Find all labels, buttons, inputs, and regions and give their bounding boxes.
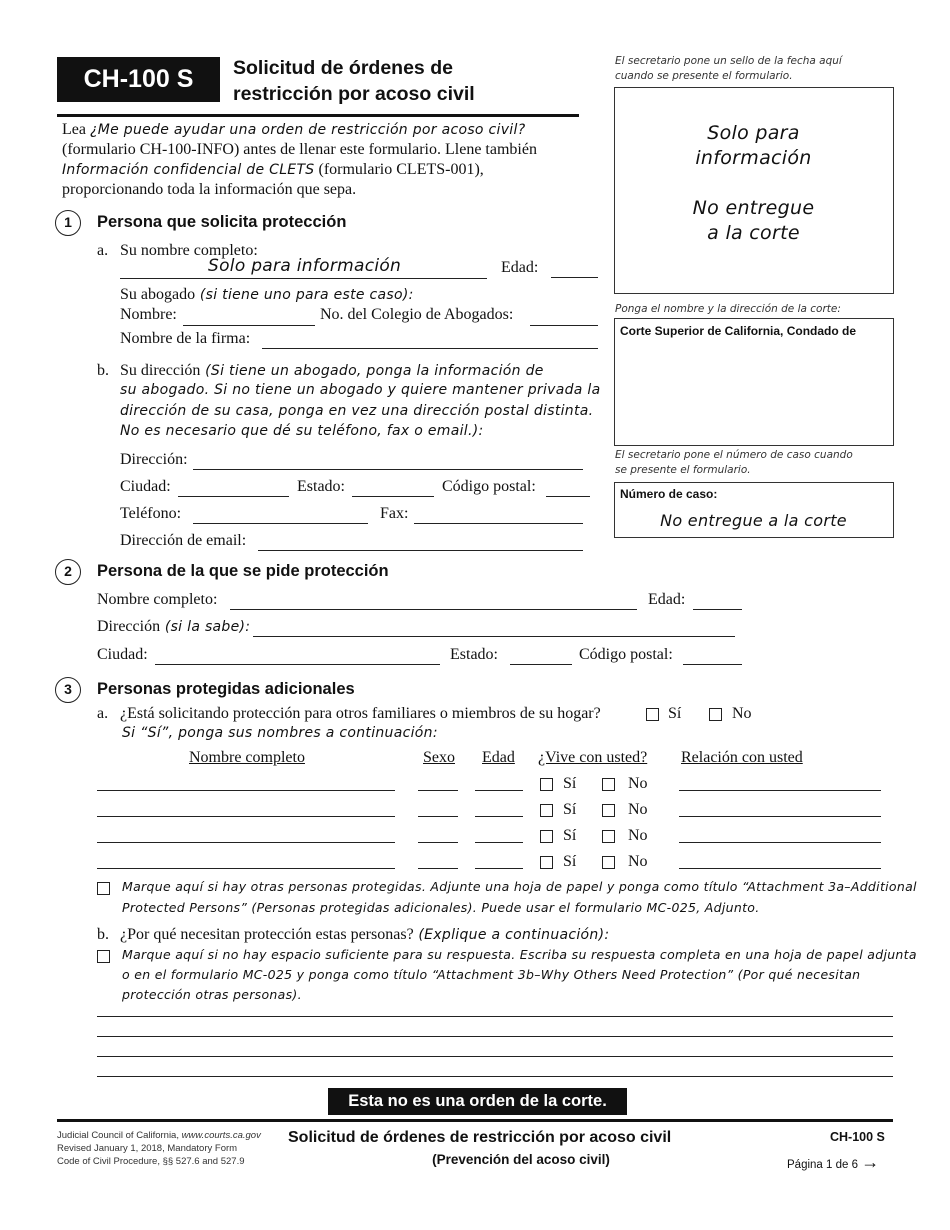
person-relation-field[interactable] bbox=[679, 816, 881, 817]
lives-with-yes-label: Sí bbox=[563, 853, 577, 870]
name-label: Su nombre completo: bbox=[120, 242, 258, 259]
others-yes-checkbox[interactable] bbox=[646, 708, 659, 721]
email-label: Dirección de email: bbox=[120, 532, 247, 549]
col-header-sex: Sexo bbox=[423, 749, 455, 766]
item-b-label: b. bbox=[97, 362, 109, 379]
additional-persons-text: Protected Persons” (Personas protegidas adicionales). Puede usar el formulario MC-025, Adjunto. bbox=[122, 900, 760, 915]
person-sex-field[interactable] bbox=[418, 790, 458, 791]
lives-with-yes-checkbox[interactable] bbox=[540, 778, 553, 791]
case-number-box[interactable] bbox=[614, 482, 894, 538]
case-note-2: se presente el formulario. bbox=[615, 464, 751, 476]
person-age-field[interactable] bbox=[475, 868, 523, 869]
court-note: Ponga el nombre y la dirección de la corte: bbox=[615, 303, 841, 315]
section-2-title: Persona de la que se pide protección bbox=[97, 562, 389, 580]
intro-line2: (formulario CH-100-INFO) antes de llenar este formulario. Llene también bbox=[62, 141, 537, 158]
court-name-label: Corte Superior de California, Condado de bbox=[620, 324, 857, 338]
lives-with-no-checkbox[interactable] bbox=[602, 778, 615, 791]
email-field[interactable] bbox=[258, 550, 583, 551]
lives-with-no-label: No bbox=[628, 853, 648, 870]
lives-with-no-label: No bbox=[628, 801, 648, 818]
others-instruction: Si “Sí”, ponga sus nombres a continuación: bbox=[122, 725, 438, 741]
section-3-title: Personas protegidas adicionales bbox=[97, 680, 355, 698]
footer-rule bbox=[57, 1119, 893, 1122]
fax-label: Fax: bbox=[380, 505, 409, 522]
stamp-text: No entregue bbox=[692, 197, 815, 219]
person-relation-field[interactable] bbox=[679, 842, 881, 843]
respondent-state-field[interactable] bbox=[510, 664, 572, 665]
respondent-address-field[interactable] bbox=[253, 636, 735, 637]
intro-line4: proporcionando toda la información que sepa. bbox=[62, 181, 357, 198]
person-name-field[interactable] bbox=[97, 816, 395, 817]
section-1-title: Persona que solicita protección bbox=[97, 213, 347, 231]
explanation-line[interactable] bbox=[97, 1076, 893, 1077]
stamp-text: información bbox=[695, 147, 812, 169]
respondent-zip-label: Código postal: bbox=[579, 646, 673, 663]
city-field[interactable] bbox=[178, 496, 289, 497]
age-field[interactable] bbox=[551, 277, 598, 278]
zip-field[interactable] bbox=[546, 496, 590, 497]
lives-with-yes-checkbox[interactable] bbox=[540, 856, 553, 869]
lives-with-no-label: No bbox=[628, 775, 648, 792]
not-court-order-banner: Esta no es una orden de la corte. bbox=[328, 1088, 627, 1115]
address-note: dirección de su casa, ponga en vez una dirección postal distinta. bbox=[120, 403, 594, 419]
lives-with-yes-label: Sí bbox=[563, 775, 577, 792]
respondent-state-label: Estado: bbox=[450, 646, 498, 663]
person-sex-field[interactable] bbox=[418, 842, 458, 843]
lives-with-yes-checkbox[interactable] bbox=[540, 830, 553, 843]
lives-with-yes-checkbox[interactable] bbox=[540, 804, 553, 817]
others-no-label: No bbox=[732, 705, 752, 722]
address-note: su abogado. Si no tiene un abogado y quiere mantener privada la bbox=[120, 382, 601, 398]
footer-page: Página 1 de 6 → bbox=[787, 1152, 880, 1172]
stamp-text: a la corte bbox=[707, 222, 800, 244]
footer-council: Judicial Council of California, www.courts.ca.gov bbox=[57, 1130, 261, 1141]
others-yes-label: Sí bbox=[668, 705, 682, 722]
lives-with-no-checkbox[interactable] bbox=[602, 804, 615, 817]
respondent-address-label: Dirección (si la sabe): bbox=[97, 618, 251, 635]
respondent-age-label: Edad: bbox=[648, 591, 686, 608]
address-note: No es necesario que dé su teléfono, fax o email.): bbox=[120, 423, 484, 439]
case-number-label: Número de caso: bbox=[620, 487, 718, 501]
why-question: ¿Por qué necesitan protección estas personas? (Explique a continuación): bbox=[120, 926, 610, 943]
bar-number-label: No. del Colegio de Abogados: bbox=[320, 306, 514, 323]
address-intro: Su dirección (Si tiene un abogado, ponga la información de bbox=[120, 362, 544, 379]
person-sex-field[interactable] bbox=[418, 816, 458, 817]
stamp-note: El secretario pone un sello de la fecha aquí bbox=[615, 55, 842, 67]
col-header-relation: Relación con usted bbox=[681, 749, 803, 766]
lives-with-yes-label: Sí bbox=[563, 801, 577, 818]
explanation-line[interactable] bbox=[97, 1036, 893, 1037]
respondent-city-field[interactable] bbox=[155, 664, 440, 665]
respondent-name-label: Nombre completo: bbox=[97, 591, 218, 608]
city-label: Ciudad: bbox=[120, 478, 171, 495]
firm-field[interactable] bbox=[262, 348, 598, 349]
name-field[interactable] bbox=[120, 278, 487, 279]
col-header-age: Edad bbox=[482, 749, 515, 766]
form-title-line1: Solicitud de órdenes de bbox=[233, 57, 453, 79]
respondent-zip-field[interactable] bbox=[683, 664, 742, 665]
lawyer-name-label: Nombre: bbox=[120, 306, 177, 323]
footer-code: Code of Civil Procedure, §§ 527.6 and 527.9 bbox=[57, 1156, 245, 1167]
section-1-number: 1 bbox=[55, 210, 81, 236]
footer-subtitle: (Prevención del acoso civil) bbox=[432, 1152, 610, 1167]
state-label: Estado: bbox=[297, 478, 345, 495]
stamp-note-2: cuando se presente el formulario. bbox=[615, 70, 793, 82]
respondent-age-field[interactable] bbox=[693, 609, 742, 610]
additional-persons-checkbox[interactable] bbox=[97, 882, 110, 895]
title-rule bbox=[57, 114, 579, 117]
item-3b-label: b. bbox=[97, 926, 109, 943]
lives-with-no-label: No bbox=[628, 827, 648, 844]
intro-line1: Lea ¿Me puede ayudar una orden de restricción por acoso civil? bbox=[62, 121, 526, 138]
date-stamp-box bbox=[614, 87, 894, 294]
lives-with-yes-label: Sí bbox=[563, 827, 577, 844]
bar-number-field[interactable] bbox=[530, 325, 598, 326]
form-title-line2: restricción por acoso civil bbox=[233, 83, 475, 105]
additional-persons-text: Marque aquí si hay otras personas protegidas. Adjunte una hoja de papel y ponga como título “Attachment 3a–Additional bbox=[122, 879, 917, 894]
age-label: Edad: bbox=[501, 259, 539, 276]
respondent-city-label: Ciudad: bbox=[97, 646, 148, 663]
more-space-text: Marque aquí si no hay espacio suficiente para su respuesta. Escriba su respuesta completa en una hoja de papel adjunta bbox=[122, 947, 917, 962]
person-age-field[interactable] bbox=[475, 790, 523, 791]
others-no-checkbox[interactable] bbox=[709, 708, 722, 721]
person-name-field[interactable] bbox=[97, 790, 395, 791]
section-3-number: 3 bbox=[55, 677, 81, 703]
next-page-arrow-icon[interactable]: → bbox=[861, 1152, 880, 1172]
footer-form-id: CH-100 S bbox=[830, 1130, 885, 1144]
zip-label: Código postal: bbox=[442, 478, 536, 495]
person-sex-field[interactable] bbox=[418, 868, 458, 869]
lives-with-no-checkbox[interactable] bbox=[602, 856, 615, 869]
phone-field[interactable] bbox=[193, 523, 368, 524]
section-2-number: 2 bbox=[55, 559, 81, 585]
firm-label: Nombre de la firma: bbox=[120, 330, 251, 347]
item-a-label: a. bbox=[97, 242, 109, 259]
address-field[interactable] bbox=[193, 469, 583, 470]
intro-line3: Información confidencial de CLETS (formulario CLETS-001), bbox=[62, 161, 484, 178]
more-space-checkbox[interactable] bbox=[97, 950, 110, 963]
fax-field[interactable] bbox=[414, 523, 583, 524]
state-field[interactable] bbox=[352, 496, 434, 497]
lawyer-label: Su abogado (si tiene uno para este caso): bbox=[120, 286, 414, 303]
person-age-field[interactable] bbox=[475, 842, 523, 843]
phone-label: Teléfono: bbox=[120, 505, 182, 522]
others-question: ¿Está solicitando protección para otros familiares o miembros de su hogar? bbox=[120, 705, 601, 722]
case-number-value: No entregue a la corte bbox=[660, 511, 847, 530]
item-3a-label: a. bbox=[97, 705, 109, 722]
explanation-line[interactable] bbox=[97, 1016, 893, 1017]
person-relation-field[interactable] bbox=[679, 868, 881, 869]
respondent-name-field[interactable] bbox=[230, 609, 637, 610]
more-space-text: o en el formulario MC-025 y ponga como título “Attachment 3b–Why Others Need Protection” (Por qué necesitan bbox=[122, 967, 861, 982]
person-name-field[interactable] bbox=[97, 842, 395, 843]
person-relation-field[interactable] bbox=[679, 790, 881, 791]
footer-revised: Revised January 1, 2018, Mandatory Form bbox=[57, 1143, 238, 1154]
court-name-box[interactable] bbox=[614, 318, 894, 446]
stamp-text: Solo para bbox=[707, 122, 800, 144]
lawyer-name-field[interactable] bbox=[183, 325, 315, 326]
col-header-name: Nombre completo bbox=[189, 749, 305, 766]
address-label: Dirección: bbox=[120, 451, 188, 468]
lives-with-no-checkbox[interactable] bbox=[602, 830, 615, 843]
footer-title: Solicitud de órdenes de restricción por acoso civil bbox=[288, 1129, 672, 1146]
explanation-line[interactable] bbox=[97, 1056, 893, 1057]
name-value[interactable]: Solo para información bbox=[208, 256, 402, 276]
person-name-field[interactable] bbox=[97, 868, 395, 869]
form-id-badge: CH-100 S bbox=[57, 57, 220, 102]
case-note: El secretario pone el número de caso cuando bbox=[615, 449, 853, 461]
col-header-lives-with: ¿Vive con usted? bbox=[538, 749, 648, 766]
more-space-text: protección otras personas). bbox=[122, 987, 302, 1002]
person-age-field[interactable] bbox=[475, 816, 523, 817]
